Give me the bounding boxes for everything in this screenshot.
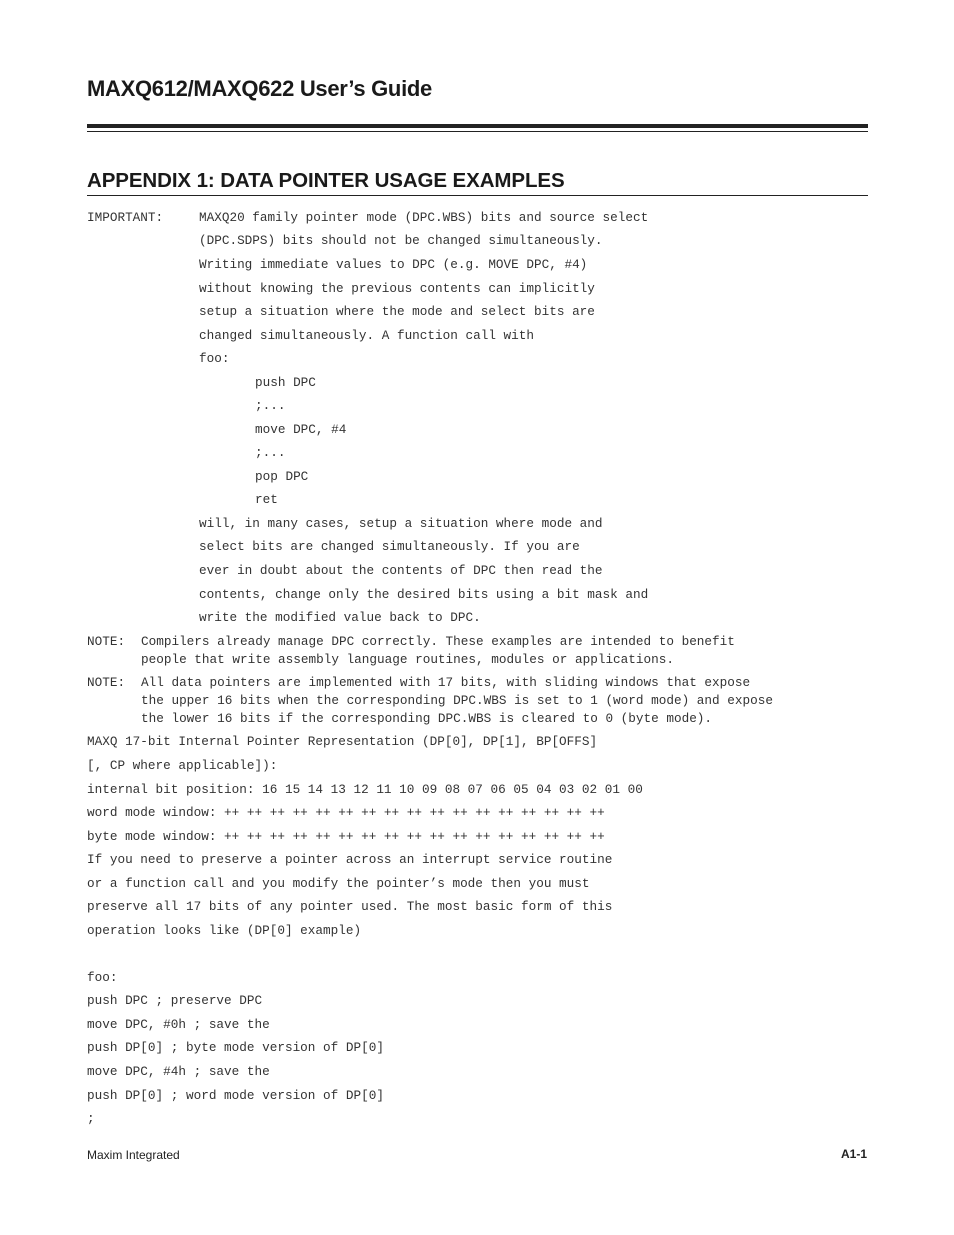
code-line: push DPC (255, 375, 316, 390)
code-line: ret (255, 492, 278, 507)
code-line: ;... (255, 398, 286, 413)
important-label: IMPORTANT: (87, 210, 164, 225)
note-line: Compilers already manage DPC correctly. These examples are intended to benefit (141, 634, 735, 649)
example-line: foo: (87, 970, 118, 985)
word-mode-line: word mode window: ++ ++ ++ ++ ++ ++ ++ ++ ++ ++ ++ ++ ++ ++ ++ ++ ++ (87, 805, 605, 820)
important-line: Writing immediate values to DPC (e.g. MOVE DPC, #4) (199, 257, 588, 272)
important-line: without knowing the previous contents can implicitly (199, 281, 595, 296)
header-rule-thick (87, 124, 868, 128)
important-line: changed simultaneously. A function call with (199, 328, 535, 343)
important-line: write the modified value back to DPC. (199, 610, 481, 625)
body-line: [, CP where applicable]): (87, 758, 278, 773)
important-line: MAXQ20 family pointer mode (DPC.WBS) bits and source select (199, 210, 649, 225)
body-line: MAXQ 17-bit Internal Pointer Representation (DP[0], DP[1], BP[OFFS] (87, 734, 598, 749)
body-line: preserve all 17 bits of any pointer used. The most basic form of this (87, 899, 613, 914)
appendix-title: APPENDIX 1: DATA POINTER USAGE EXAMPLES (87, 169, 565, 192)
important-line: will, in many cases, setup a situation where mode and (199, 516, 603, 531)
important-line: foo: (199, 351, 230, 366)
body-line: or a function call and you modify the pointer’s mode then you must (87, 876, 590, 891)
byte-mode-line: byte mode window: ++ ++ ++ ++ ++ ++ ++ ++ ++ ++ ++ ++ ++ ++ ++ ++ ++ (87, 829, 605, 844)
example-line: move DPC, #0h ; save the (87, 1017, 270, 1032)
note-line: the lower 16 bits if the corresponding DPC.WBS is cleared to 0 (byte mode). (141, 711, 713, 726)
note-label: NOTE: (87, 634, 126, 649)
code-line: ;... (255, 445, 286, 460)
footer-company: Maxim Integrated (87, 1148, 180, 1162)
document-title: MAXQ612/MAXQ622 User’s Guide (87, 76, 432, 101)
note-label: NOTE: (87, 675, 126, 690)
important-line: select bits are changed simultaneously. If you are (199, 539, 580, 554)
important-line: (DPC.SDPS) bits should not be changed simultaneously. (199, 233, 603, 248)
important-line: setup a situation where the mode and select bits are (199, 304, 595, 319)
footer-page-number: A1-1 (840, 1147, 867, 1161)
code-line: pop DPC (255, 469, 309, 484)
example-line: push DP[0] ; word mode version of DP[0] (87, 1088, 384, 1103)
body-line: If you need to preserve a pointer across an interrupt service routine (87, 852, 613, 867)
note-line: people that write assembly language routines, modules or applications. (141, 652, 674, 667)
code-line: move DPC, #4 (255, 422, 347, 437)
note-line: All data pointers are implemented with 17 bits, with sliding windows that expose (141, 675, 751, 690)
body-line: operation looks like (DP[0] example) (87, 923, 362, 938)
important-line: ever in doubt about the contents of DPC then read the (199, 563, 603, 578)
example-line: push DP[0] ; byte mode version of DP[0] (87, 1040, 384, 1055)
important-line: contents, change only the desired bits using a bit mask and (199, 587, 649, 602)
appendix-rule (87, 195, 868, 196)
example-line: move DPC, #4h ; save the (87, 1064, 270, 1079)
example-line: push DPC ; preserve DPC (87, 993, 263, 1008)
bit-position-line: internal bit position: 16 15 14 13 12 11 10 09 08 07 06 05 04 03 02 01 00 (87, 782, 643, 797)
example-line: ; (87, 1111, 95, 1126)
header-rule-thin (87, 131, 868, 132)
note-line: the upper 16 bits when the corresponding DPC.WBS is set to 1 (word mode) and expose (141, 693, 773, 708)
